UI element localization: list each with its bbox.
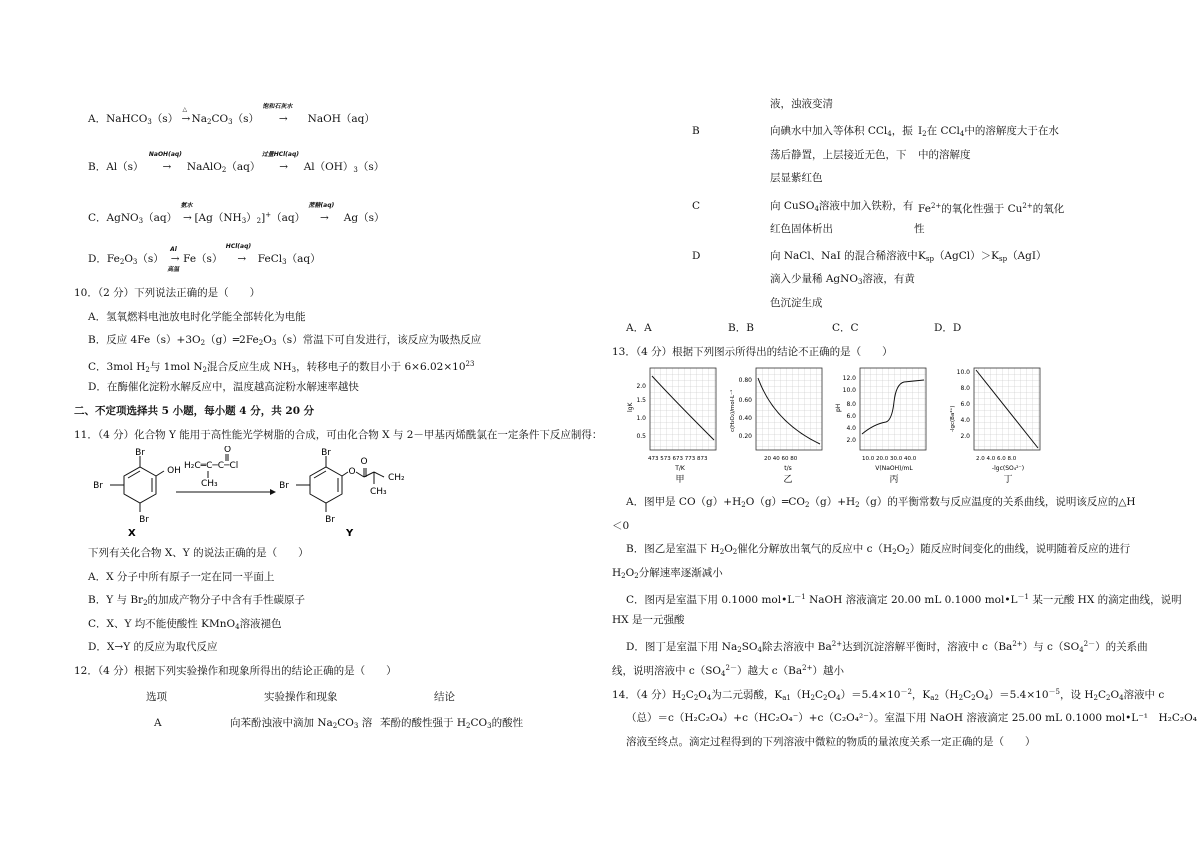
svg-text:8.0: 8.0 <box>960 385 970 392</box>
graph-yi-label: 乙 <box>783 475 793 485</box>
svg-text:pH: pH <box>835 403 842 412</box>
svg-text:c(H₂O₂)/mol·L⁻¹: c(H₂O₂)/mol·L⁻¹ <box>730 389 736 432</box>
svg-text:473 573 673 773 873: 473 573 673 773 873 <box>648 456 708 462</box>
q12-row-b-option: B <box>692 125 700 137</box>
q10-stem: 10．（2 分）下列说法正确的是（ ） <box>74 287 261 299</box>
graph-bing-label: 丙 <box>889 475 899 485</box>
svg-text:OH: OH <box>167 466 181 476</box>
q11-subquestion: 下列有关化合物 X、Y 的说法正确的是（ ） <box>88 547 309 559</box>
q14-line-1: 14．（4 分）$H_2C_2O_4$为二元弱酸，$K_{a1}(H_2C_2O_4)=5.4\times 10^{-2}$，$K_{a2}(H_2C_2O_4)=5.4\times 10^{-5}$，设 $H_2C_2O_4$溶液中 c <box>612 688 1165 702</box>
q12-row-b-con2: 中的溶解度 <box>918 149 971 161</box>
q14-line-3: 溶液至终点。滴定过程得到的下列溶液中微粒的物质的量浓度关系一定正确的是（ ） <box>626 736 1036 748</box>
q12-row-d-op1: 向 NaCl、NaI 的混合稀溶液中 <box>770 250 918 262</box>
q12-row-c-con1: $Fe^{2+}$的氧化性强于 $Cu^{2+}$的氧化 <box>918 202 1065 215</box>
svg-text:-lgc(SO₄²⁻): -lgc(SO₄²⁻) <box>991 465 1025 472</box>
q12-choice-b: B．B <box>728 322 754 334</box>
q10-option-d: D．在酶催化淀粉水解反应中，温度越高淀粉水解速率越快 <box>88 381 359 393</box>
q13-option-b-cont: $H_2O_2$分解速率逐渐减小 <box>612 567 723 580</box>
label-y: Y <box>346 528 354 539</box>
svg-text:10.0: 10.0 <box>956 369 970 376</box>
graph-ding <box>949 368 1040 485</box>
q11-option-b: B．Y 与 $Br_2$的加成产物分子中含有手性碳原子 <box>88 594 306 607</box>
svg-text:H₂C═C─C─Cl: H₂C═C─C─Cl <box>184 461 239 471</box>
q12-row-b-op2: 荡后静置，上层接近无色，下 <box>770 149 907 161</box>
graph-yi <box>729 368 822 485</box>
q12-header-conclusion: 结论 <box>434 691 455 703</box>
svg-text:0.60: 0.60 <box>738 397 752 404</box>
q13-option-b: B．图乙是室温下 $H_2O_2$催化分解放出氧气的反应中 $c(H_2O_2)$随反应时间变化的曲线，说明随着反应的进行 <box>626 543 1131 556</box>
svg-text:4.0: 4.0 <box>846 425 856 432</box>
q12-row-a-conclusion: 苯酚的酸性强于 $H_2CO_3$的酸性 <box>380 717 524 730</box>
q13-option-d: D．图丁是室温下用 $Na_2SO_4$除去溶液中 $Ba^{2+}$达到沉淀溶解平衡时，溶液中 $c(Ba^{2+})$与 $c(SO_4^{2-})$的关系曲 <box>626 640 1148 654</box>
q12-row-b-con1: $I_2$在 CCl$_4$中的溶解度大于在水 <box>918 125 1059 138</box>
q12-row-a-operation-cont: 液，浊液变清 <box>770 98 833 110</box>
q11-stem: 11．（4 分）化合物 Y 能用于高性能光学树脂的合成，可由化合物 X 与 2－甲基丙烯酰氯在一定条件下反应制得： <box>74 429 603 441</box>
svg-text:lgK: lgK <box>627 402 634 412</box>
svg-text:1.0: 1.0 <box>636 415 646 422</box>
q9-option-c: C．AgNO$_3$（aq） 氨水 → $[Ag(NH_3)_2]^+(aq)$ 蔗糖(aq) → Ag（s） <box>88 202 385 225</box>
q12-row-d-con1: $K_{sp}(AgCl)>K_{sp}(AgI)$ <box>918 250 1047 263</box>
q12-row-d-option: D <box>692 250 701 262</box>
svg-text:20 40 60 80: 20 40 60 80 <box>764 456 798 462</box>
svg-text:12.0: 12.0 <box>842 375 856 382</box>
svg-text:2.0: 2.0 <box>846 437 856 444</box>
svg-text:2.0: 2.0 <box>636 383 646 390</box>
q10-option-b: B．反应 $4Fe(s)+3O_2(g)═2Fe_2O_3(s)$常温下可自发进行，该反应为吸热反应 <box>88 334 482 347</box>
q12-choice-d: D．D <box>934 322 962 334</box>
svg-text:O: O <box>224 446 232 455</box>
svg-text:0.5: 0.5 <box>636 433 646 440</box>
svg-text:V(NaOH)/mL: V(NaOH)/mL <box>875 465 913 472</box>
q13-option-d-cont: 线，说明溶液中 $c(SO_4^{2-})$越大 $c(Ba^{2+})$越小 <box>612 664 844 678</box>
svg-text:Br: Br <box>135 448 145 458</box>
q13-stem: 13．（4 分）根据下列图示所得出的结论不正确的是（ ） <box>612 346 893 358</box>
q12-row-d-op3: 色沉淀生成 <box>770 297 823 309</box>
q11-option-d: D．X→Y 的反应为取代反应 <box>88 641 218 653</box>
svg-text:4.0: 4.0 <box>960 417 970 424</box>
svg-text:Br: Br <box>139 515 149 525</box>
q12-row-a-option: A <box>154 717 162 729</box>
q9-option-d: D．$Fe_2O_3(s)$ Al → 高温 Fe（s） HCl(aq) → FeCl$_3$（aq） <box>88 243 321 273</box>
q13-option-a: A．图甲是 $CO(g)+H_2O(g)═CO_2(g)+H_2(g)$的平衡常数与反应温度的关系曲线，说明该反应的△H <box>626 496 1136 509</box>
q13-option-c-cont: HX 是一元强酸 <box>612 614 685 626</box>
graph-bing <box>835 368 926 485</box>
q9-option-b: B．Al（s） NaOH(aq) → NaAlO$_2$（aq） 过量HCl(aq) → $Al(OH)_3(s)$ <box>88 151 385 174</box>
svg-text:t/s: t/s <box>784 465 792 472</box>
q10-option-c: C．3mol $H_2$与 1mol $N_2$混合反应生成 $NH_3$，转移电子的数目小于 $6\times 6.02\times 10^{23}$ <box>88 360 475 374</box>
q13-option-a-cont: ＜0 <box>612 520 630 532</box>
svg-text:10.0: 10.0 <box>842 387 856 394</box>
q12-header-option: 选项 <box>146 691 167 703</box>
svg-text:6.0: 6.0 <box>960 401 970 408</box>
svg-text:0.20: 0.20 <box>738 433 752 440</box>
graph-jia-label: 甲 <box>675 475 685 485</box>
svg-text:2.0 4.0 6.0 8.0: 2.0 4.0 6.0 8.0 <box>976 456 1017 462</box>
q13-graphs <box>624 362 1044 488</box>
q12-stem: 12．（4 分）根据下列实验操作和现象所得出的结论正确的是（ ） <box>74 665 397 677</box>
svg-text:Br: Br <box>279 481 289 491</box>
svg-text:0.80: 0.80 <box>738 377 752 384</box>
q12-choice-a: A．A <box>626 322 652 334</box>
svg-text:O: O <box>348 467 356 477</box>
q11-option-c: C．X、Y 均不能使酸性 KMnO$_4$溶液褪色 <box>88 618 282 631</box>
svg-text:-lgc(Ba²⁺): -lgc(Ba²⁺) <box>950 405 956 432</box>
svg-text:2.0: 2.0 <box>960 433 970 440</box>
q12-row-b-op3: 层显紫红色 <box>770 172 823 184</box>
svg-text:10.0 20.0 30.0 40.0: 10.0 20.0 30.0 40.0 <box>862 456 917 462</box>
q10-option-a: A．氢氧燃料电池放电时化学能全部转化为电能 <box>88 311 306 323</box>
graph-jia <box>627 368 716 485</box>
label-x: X <box>128 528 136 539</box>
svg-text:O: O <box>360 457 368 467</box>
q12-row-c-op2: 红色固体析出 <box>770 223 833 235</box>
q11-reaction-scheme <box>84 446 424 542</box>
graph-ding-label: 丁 <box>1003 475 1013 485</box>
q12-row-c-con2: 性 <box>914 223 925 235</box>
q12-row-b-op1: 向碘水中加入等体积 CCl$_4$，振 <box>770 125 913 138</box>
section-heading: 二、不定项选择共 5 小题，每小题 4 分，共 20 分 <box>74 405 315 417</box>
q12-header-operation: 实验操作和现象 <box>264 691 338 703</box>
svg-text:6.0: 6.0 <box>846 413 856 420</box>
q12-choice-c: C．C <box>832 322 859 334</box>
q9-option-a: A．NaHCO$_3$（s） △ $\to Na_2CO_3(s)$ 饱和石灰水 → NaOH（aq） <box>88 103 375 126</box>
svg-text:8.0: 8.0 <box>846 401 856 408</box>
svg-text:CH₃: CH₃ <box>201 479 218 489</box>
q12-row-c-op1: 向 CuSO$_4$溶液中加入铁粉，有 <box>770 200 914 213</box>
svg-text:CH₃: CH₃ <box>370 487 387 497</box>
svg-text:Br: Br <box>325 515 335 525</box>
svg-text:T/K: T/K <box>675 465 685 472</box>
q12-row-d-op2: 滴入少量稀 AgNO$_3$溶液，有黄 <box>770 273 915 286</box>
q13-option-c: C．图丙是室温下用 0.1000 $mol•L^{-1}$ NaOH 溶液滴定 20.00 mL 0.1000 $mol•L^{-1}$ 某一元酸 HX 的滴定曲线，说明 <box>626 593 1182 606</box>
q14-line-2: （总）＝c（H₂C₂O₄）+c（HC₂O₄⁻）+c（C₂O₄²⁻）。室温下用 NaOH 溶液滴定 25.00 mL 0.1000 mol•L⁻¹ H₂C₂O₄ <box>626 712 1197 724</box>
svg-text:CH₂: CH₂ <box>388 473 405 483</box>
q12-row-c-option: C <box>692 200 701 212</box>
svg-text:0.40: 0.40 <box>738 415 752 422</box>
q12-row-a-operation: 向苯酚浊液中滴加 $Na_2CO_3$ 溶 <box>230 717 373 730</box>
svg-text:1.5: 1.5 <box>636 397 646 404</box>
svg-text:Br: Br <box>321 448 331 458</box>
q11-option-a: A．X 分子中所有原子一定在同一平面上 <box>88 571 275 583</box>
svg-text:Br: Br <box>93 481 103 491</box>
